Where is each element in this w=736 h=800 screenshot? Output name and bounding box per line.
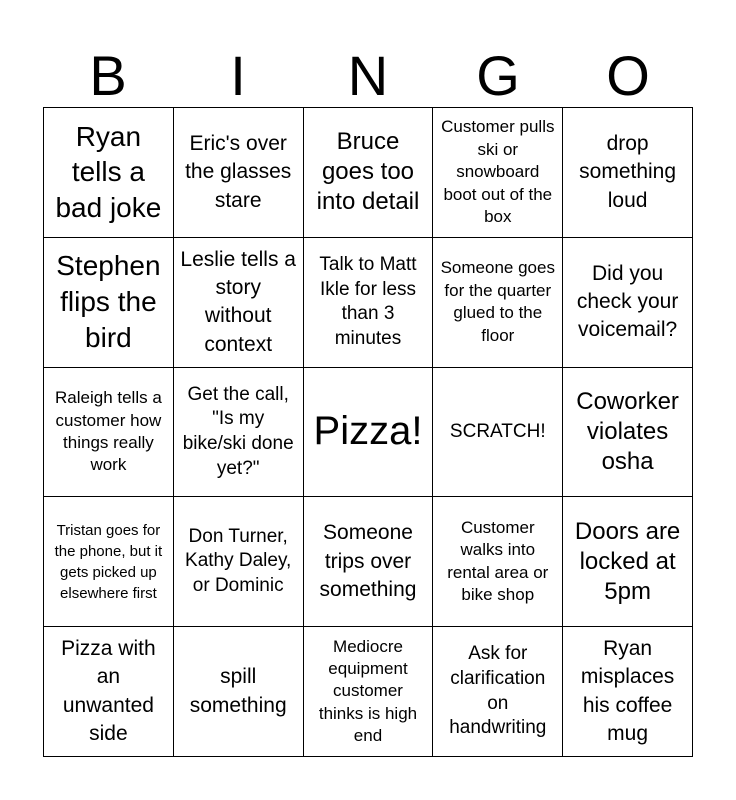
header-letter-n: N — [347, 43, 389, 107]
bingo-cell[interactable]: Eric's over the glasses stare — [174, 108, 304, 238]
bingo-card — [43, 107, 693, 757]
bingo-cell[interactable]: Someone trips over something — [304, 497, 434, 627]
bingo-cell[interactable]: SCRATCH! — [433, 368, 563, 498]
bingo-cell[interactable]: Doors are locked at 5pm — [563, 497, 693, 627]
bingo-cell[interactable]: drop something loud — [563, 108, 693, 238]
bingo-cell[interactable]: Ryan misplaces his coffee mug — [563, 627, 693, 757]
bingo-cell[interactable]: Someone goes for the quarter glued to the floor — [433, 238, 563, 368]
bingo-cell[interactable]: Ask for clarification on handwriting — [433, 627, 563, 757]
bingo-cell[interactable]: Ryan tells a bad joke — [44, 108, 174, 238]
bingo-cell[interactable]: Leslie tells a story without context — [174, 238, 304, 368]
bingo-cell[interactable]: Don Turner, Kathy Daley, or Dominic — [174, 497, 304, 627]
bingo-cell[interactable]: Talk to Matt Ikle for less than 3 minutes — [304, 238, 434, 368]
bingo-cell[interactable]: Customer walks into rental area or bike shop — [433, 497, 563, 627]
bingo-cell[interactable]: Customer pulls ski or snowboard boot out of the box — [433, 108, 563, 238]
bingo-cell[interactable]: Did you check your voicemail? — [563, 238, 693, 368]
bingo-cell[interactable]: Coworker violates osha — [563, 368, 693, 498]
bingo-cell[interactable]: Get the call, "Is my bike/ski done yet?" — [174, 368, 304, 498]
free-space-cell[interactable]: Pizza! — [304, 368, 434, 498]
header-letter-i: I — [230, 43, 246, 107]
bingo-cell[interactable]: spill something — [174, 627, 304, 757]
bingo-cell[interactable]: Bruce goes too into detail — [304, 108, 434, 238]
bingo-cell[interactable]: Stephen flips the bird — [44, 238, 174, 368]
header-letter-b: B — [89, 43, 127, 107]
bingo-cell[interactable]: Mediocre equipment customer thinks is high end — [304, 627, 434, 757]
bingo-header — [43, 42, 693, 108]
bingo-cell[interactable]: Pizza with an unwanted side — [44, 627, 174, 757]
bingo-cell[interactable]: Tristan goes for the phone, but it gets picked up elsewhere first — [44, 497, 174, 627]
header-letter-g: G — [476, 43, 520, 107]
bingo-cell[interactable]: Raleigh tells a customer how things really work — [44, 368, 174, 498]
header-letter-o: O — [606, 43, 650, 107]
